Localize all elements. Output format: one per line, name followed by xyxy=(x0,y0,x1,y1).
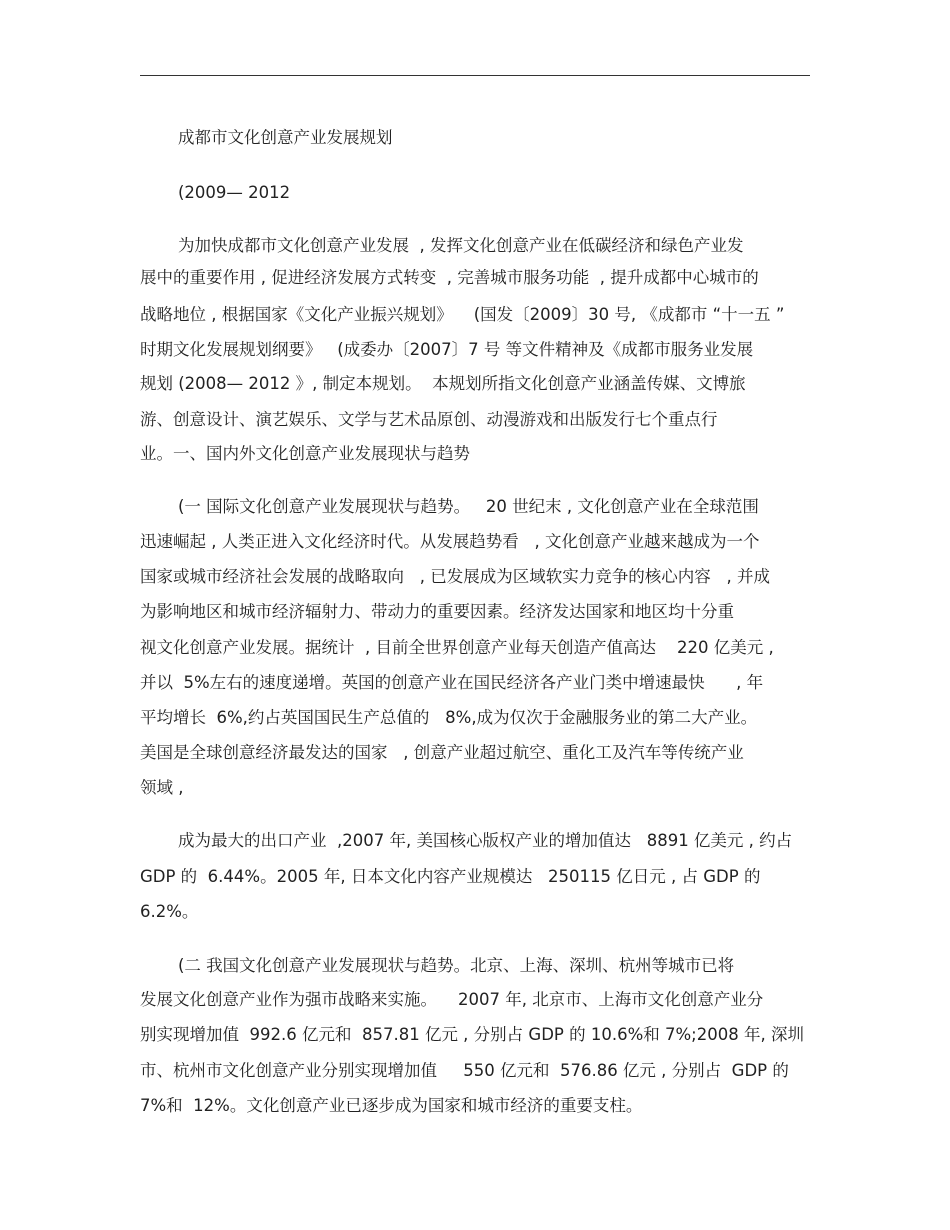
document-title: 成都市文化创意产业发展规划 xyxy=(178,128,393,147)
intro-line: 游、创意设计、演艺娱乐、文学与艺术品原创、动漫游戏和出版发行七个重点行 xyxy=(140,410,718,429)
header-rule xyxy=(140,75,810,76)
section1b-line: GDP 的 6.44%。2005 年, 日本文化内容产业规模达 250115 亿日元 , 占 GDP 的 xyxy=(140,867,761,886)
section1-line: 美国是全球创意经济最发达的国家 , 创意产业超过航空、重化工及汽车等传统产业 xyxy=(140,743,744,762)
section1b-line: 6.2%。 xyxy=(140,902,199,921)
intro-line: 时期文化发展规划纲要》 (成委办〔2007〕7 号 等文件精神及《成都市服务业发展 xyxy=(140,340,754,359)
intro-line: 业。一、国内外文化创意产业发展现状与趋势 xyxy=(140,444,470,463)
section1b-line: 成为最大的出口产业 ,2007 年, 美国核心版权产业的增加值达 8891 亿美元 , 约占 xyxy=(178,831,793,850)
section2-line: 别实现增加值 992.6 亿元和 857.81 亿元 , 分别占 GDP 的 10.6%和 7%;2008 年, 深圳 xyxy=(140,1025,804,1044)
section1-line: 为影响地区和城市经济辐射力、带动力的重要因素。经济发达国家和地区均十分重 xyxy=(140,602,734,621)
section2-line: 发展文化创意产业作为强市战略来实施。 2007 年, 北京市、上海市文化创意产业分 xyxy=(140,990,764,1009)
document-period: (2009— 2012 xyxy=(178,183,291,202)
section1-line: 国家或城市经济社会发展的战略取向 , 已发展成为区域软实力竞争的核心内容 , 并成 xyxy=(140,567,770,586)
intro-line: 战略地位 , 根据国家《文化产业振兴规划》 (国发〔2009〕30 号, 《成都市 “十一五 ” xyxy=(140,305,785,324)
intro-line: 展中的重要作用 , 促进经济发展方式转变 , 完善城市服务功能 , 提升成都中心城市的 xyxy=(140,268,759,287)
section1-line: 并以 5%左右的速度递增。英国的创意产业在国民经济各产业门类中增速最快 , 年 xyxy=(140,673,764,692)
intro-line: 规划 (2008— 2012 》, 制定本规划。 本规划所指文化创意产业涵盖传媒、文博旅 xyxy=(140,374,746,393)
section1-line: 迅速崛起 , 人类正进入文化经济时代。从发展趋势看 , 文化创意产业越来越成为一个 xyxy=(140,532,760,551)
section1-line: 领域 , xyxy=(140,778,184,797)
intro-line: 为加快成都市文化创意产业发展 , 发挥文化创意产业在低碳经济和绿色产业发 xyxy=(178,236,744,255)
section2-line: 市、杭州市文化创意产业分别实现增加值 550 亿元和 576.86 亿元 , 分别占 GDP 的 xyxy=(140,1061,789,1080)
section2-line: 7%和 12%。文化创意产业已逐步成为国家和城市经济的重要支柱。 xyxy=(140,1096,643,1115)
section1-line: 平均增长 6%,约占英国国民生产总值的 8%,成为仅次于金融服务业的第二大产业。 xyxy=(140,708,758,727)
section1-line: 视文化创意产业发展。据统计 , 目前全世界创意产业每天创造产值高达 220 亿美元 , xyxy=(140,638,774,657)
section2-line: (二 我国文化创意产业发展现状与趋势。北京、上海、深圳、杭州等城市已将 xyxy=(178,956,735,975)
section1-line: (一 国际文化创意产业发展现状与趋势。 20 世纪末 , 文化创意产业在全球范围 xyxy=(178,497,759,516)
